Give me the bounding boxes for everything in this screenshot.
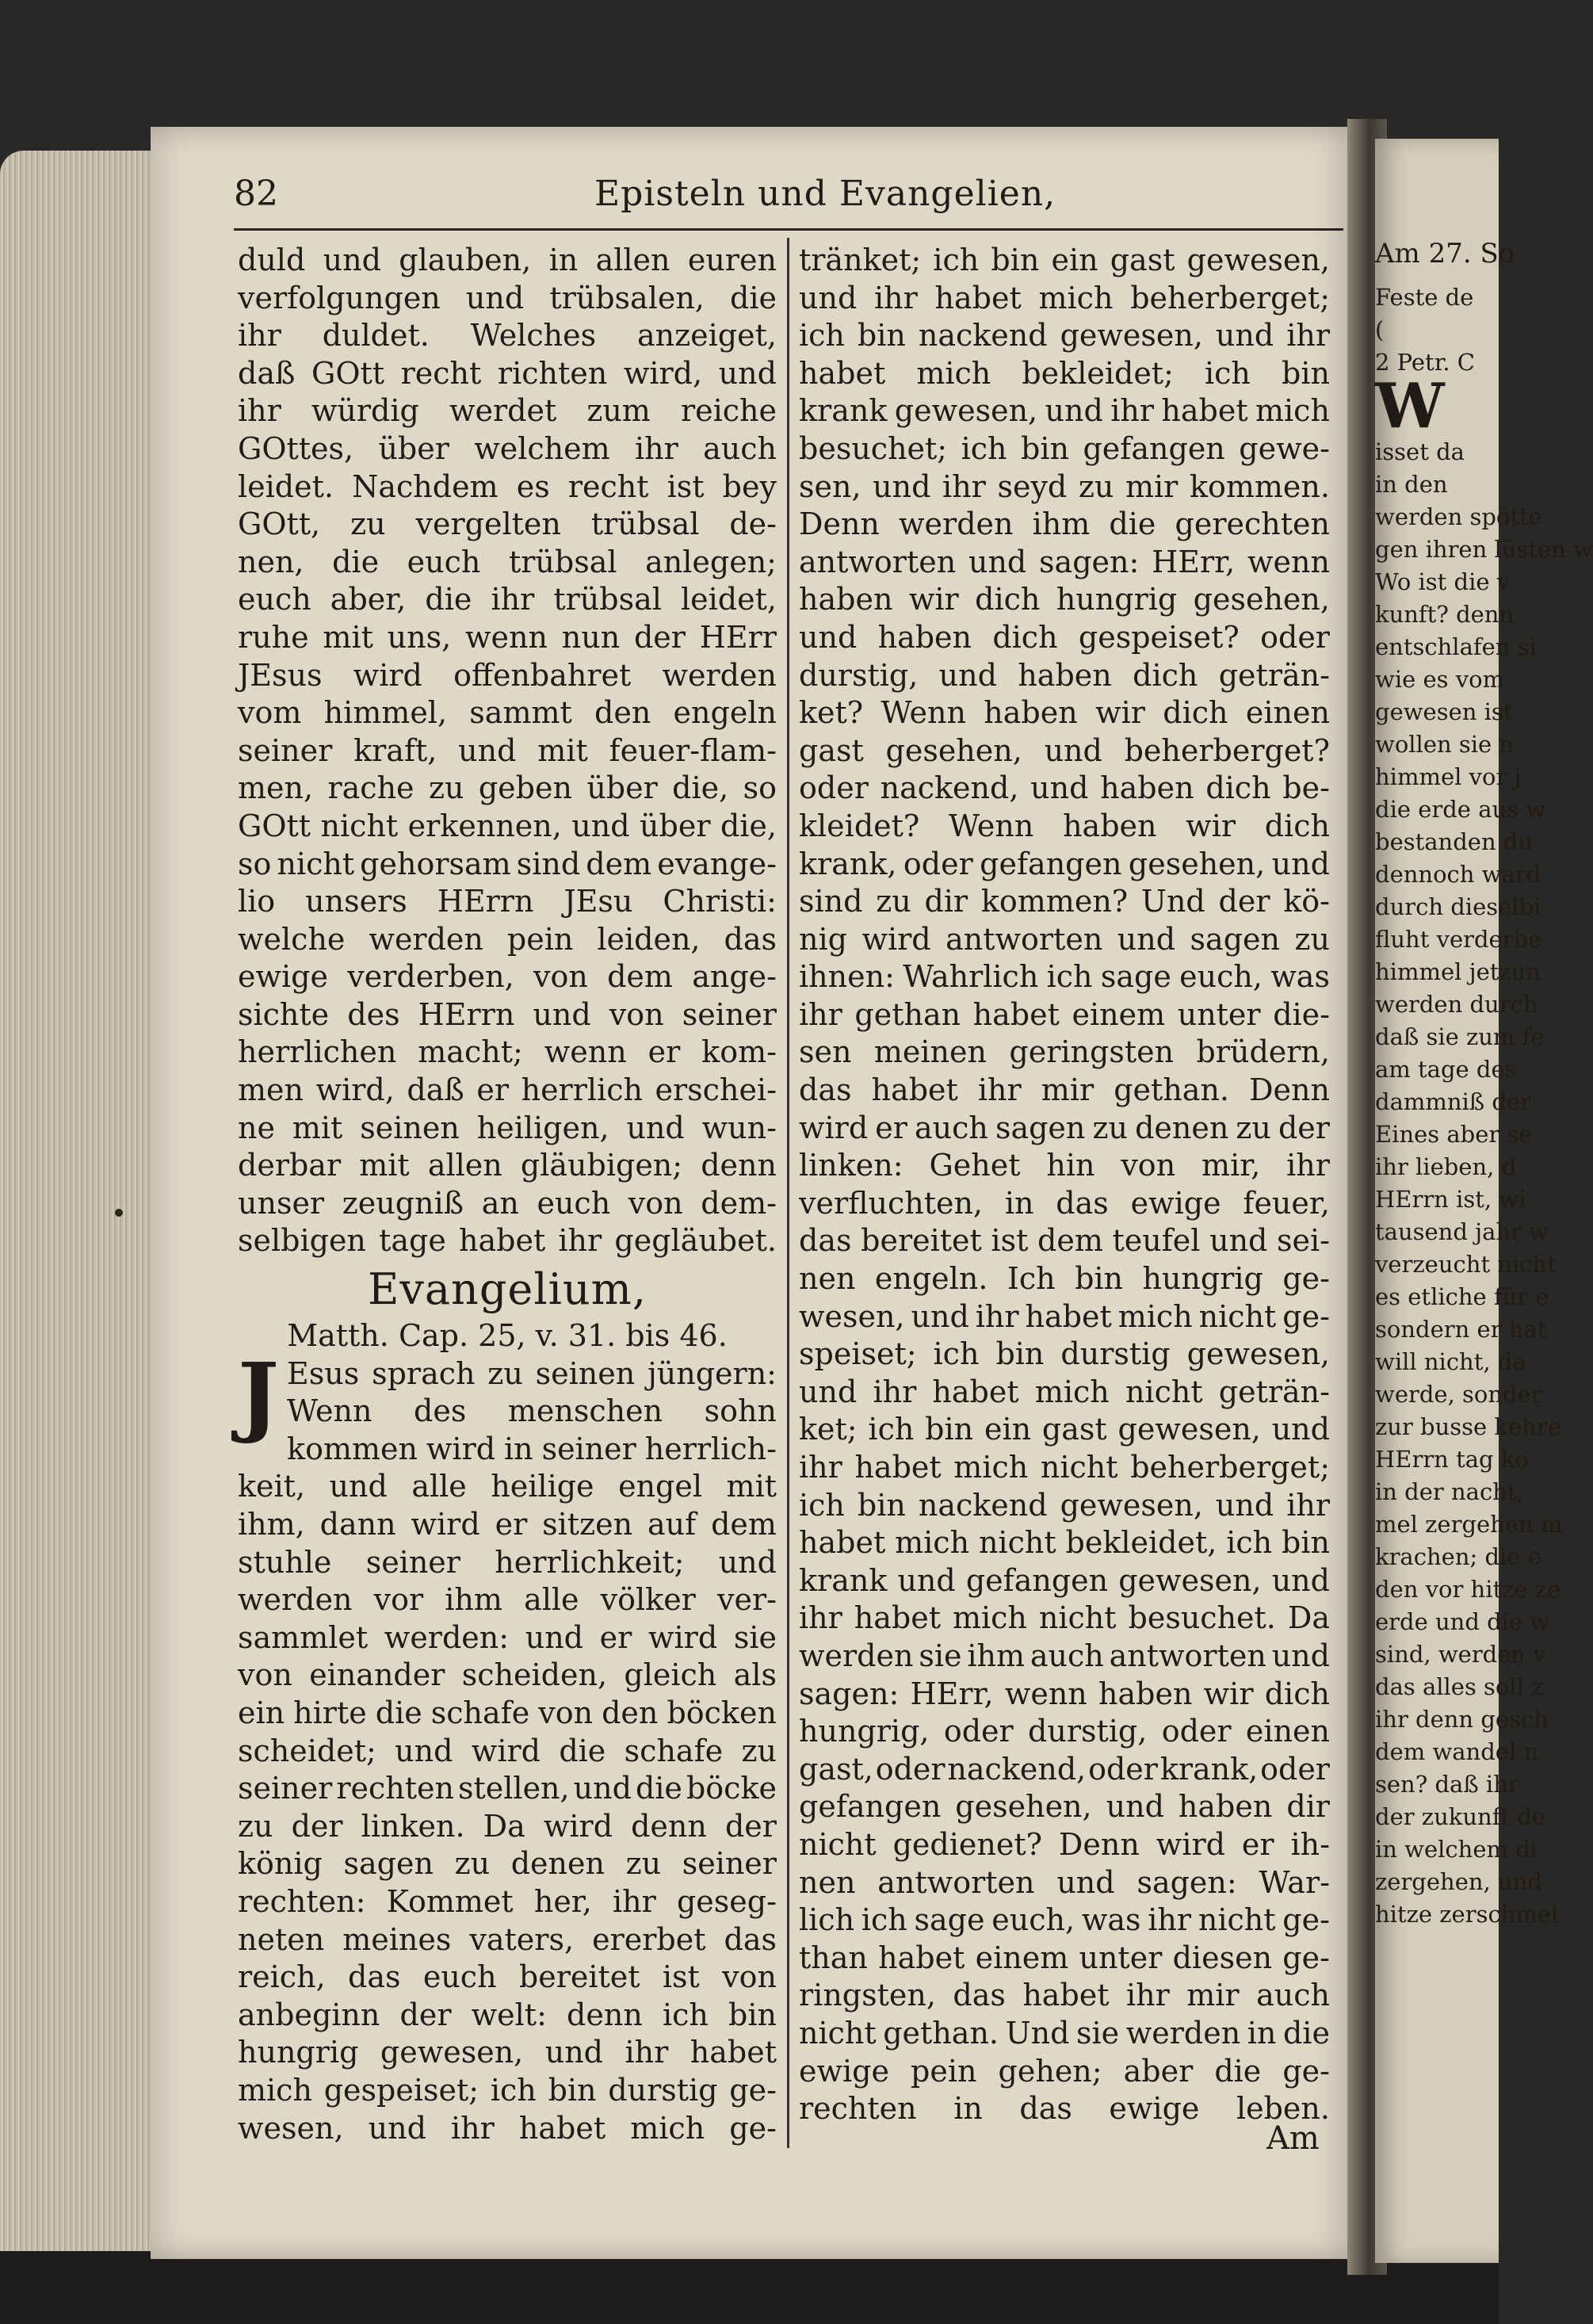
text-line: daß GOtt recht richten wird, und [238,355,777,391]
text-line: ihr duldet. Welches anzeiget, [238,318,777,354]
text-line: sind zu dir kommen? Und der kö- [799,884,1330,919]
text-line: derbar mit allen gläubigen; denn [238,1148,777,1183]
text-line: lich ich sage euch, was ihr nicht ge- [799,1902,1330,1938]
text-line: speiset; ich bin durstig gewesen, [799,1336,1330,1372]
text-line: oder nackend, und haben dich be- [799,770,1330,806]
text-line: antworten und sagen: HErr, wenn [799,544,1330,579]
text-line: sammlet werden: und er wird sie [238,1619,777,1655]
text-line: reich, das euch bereitet ist von [238,1959,777,1995]
facing-text-line: wie es vom [1375,666,1505,693]
right-text-column [799,242,1330,2128]
text-line: Denn werden ihm die gerechten [799,506,1330,542]
gospel-dropcap: J [238,1343,280,1446]
facing-book-page [1375,139,1593,2263]
facing-text-line: werden spötte [1375,503,1542,530]
text-line: nig wird antworten und sagen zu [799,921,1330,957]
facing-text-line: isset da [1375,438,1465,465]
facing-text-line: die erde aus w [1375,796,1546,823]
text-line: verfluchten, in das ewige feuer, [799,1185,1330,1221]
facing-text-line: 2 Petr. C [1375,349,1475,376]
text-line: ket; ich bin ein gast gewesen, und [799,1412,1330,1447]
column-divider [787,238,789,2148]
text-line: vom himmel, sammt den engeln [238,695,777,731]
text-line: nen, die euch trübsal anlegen; [238,544,777,579]
left-text-column [238,242,777,2147]
facing-text-line: krachen; die e [1375,1543,1541,1570]
text-line: ihr habet mich nicht beherberget; [799,1450,1330,1485]
text-line: hungrig, oder durstig, oder einen [799,1714,1330,1749]
text-line: gast gesehen, und beherberget? [799,732,1330,768]
text-line: so nicht gehorsam sind dem evange- [238,846,777,881]
text-line: nen engeln. Ich bin hungrig ge- [799,1261,1330,1297]
facing-text-line: in den [1375,471,1448,498]
text-line: besuchet; ich bin gefangen gewe- [799,430,1330,466]
text-line: gast, oder nackend, oder krank, oder [799,1751,1330,1787]
gospel-heading: Evangelium, [367,1264,648,1315]
text-line: Wenn des menschen sohn [287,1393,777,1429]
text-line: sen, und ihr seyd zu mir kommen. [799,468,1330,504]
facing-text-line: durch dieselbi [1375,893,1541,920]
facing-page-text [1375,281,1593,1931]
text-line: ruhe mit uns, wenn nun der HErr [238,619,777,655]
margin-mark [115,1209,123,1217]
text-line: krank gewesen, und ihr habet mich [799,393,1330,429]
text-line: werden sie ihm auch antworten und [799,1638,1330,1673]
text-line: kleidet? Wenn haben wir dich [799,808,1330,843]
text-line: habet mich nicht bekleidet, ich bin [799,1525,1330,1561]
facing-text-line: ihr denn gesch [1375,1706,1549,1733]
facing-text-line: gen ihren lüsten w [1375,536,1593,563]
text-line: ein hirte die schafe von den böcken [238,1695,777,1730]
text-line: lio unsers HErrn JEsu Christi: [238,884,777,919]
text-line: sichte des HErrn und von seiner [238,996,777,1032]
book-cover-bottom [0,2251,1499,2324]
text-line: ihr würdig werdet zum reiche [238,393,777,429]
facing-text-line: fluht verderbe [1375,926,1542,953]
book-page-edges [0,151,159,2307]
text-line: und ihr habet mich beherberget; [799,280,1330,315]
facing-text-line: es etliche für e [1375,1283,1549,1310]
text-line: rechten: Kommet her, ihr geseg- [238,1883,777,1919]
page-number: 82 [234,174,278,214]
facing-text-line: erde und die w [1375,1608,1550,1635]
facing-text-line: daß sie zum fe [1375,1023,1545,1050]
text-line: habet mich bekleidet; ich bin [799,355,1330,391]
text-line: selbigen tage habet ihr gegläubet. [238,1223,777,1259]
text-line: sen meinen geringsten brüdern, [799,1034,1330,1070]
text-line: von einander scheiden, gleich als [238,1657,777,1693]
text-line: stuhle seiner herrlichkeit; und [238,1544,777,1580]
facing-text-line: zur busse kehre [1375,1413,1561,1440]
facing-text-line: sen? daß ihr [1375,1771,1519,1798]
facing-text-line: gewesen ist [1375,698,1513,725]
facing-text-line: will nicht, da [1375,1348,1526,1375]
facing-text-line: Feste de [1375,284,1474,311]
text-line: ihr gethan habet einem unter die- [799,996,1330,1032]
text-line: men, rache zu geben über die, so [238,770,777,806]
facing-text-line: dennoch ward [1375,861,1541,888]
text-line: duld und glauben, in allen euren [238,243,777,277]
text-line: durstig, und haben dich geträn- [799,657,1330,693]
text-line: ihnen: Wahrlich ich sage euch, was [799,959,1330,995]
text-line: neten meines vaters, ererbet das [238,1921,777,1957]
facing-text-line: das alles soll z [1375,1673,1544,1700]
text-line: verfolgungen und trübsalen, die [238,280,777,315]
facing-text-line: am tage des [1375,1056,1517,1083]
text-line: das habet ihr mir gethan. Denn [799,1072,1330,1108]
text-line: krank, oder gefangen gesehen, und [799,846,1330,881]
facing-text-line: zergehen, und [1375,1868,1542,1895]
text-line: linken: Gehet hin von mir, ihr [799,1148,1330,1183]
epistle-text [238,242,777,1260]
facing-text-line: mel zergehen m [1375,1511,1563,1538]
text-line: ich bin nackend gewesen, und ihr [799,318,1330,354]
text-line: leidet. Nachdem es recht ist bey [238,468,777,504]
text-line: herrlichen macht; wenn er kom- [238,1034,777,1070]
facing-text-line: hitze zerschmel [1375,1901,1559,1928]
facing-text-line: in der nacht, [1375,1478,1524,1505]
facing-dropcap: W [1375,370,1445,442]
gospel-text [238,1343,777,2147]
text-line: das bereitet ist dem teufel und sei- [799,1223,1330,1259]
facing-text-line: dem wandel n [1375,1738,1539,1765]
text-line: ihr habet mich nicht besuchet. Da [799,1600,1330,1636]
text-line: nicht gedienet? Denn wird er ih- [799,1826,1330,1862]
text-line: tränket; ich bin ein gast gewesen, [799,243,1330,277]
text-line: und haben dich gespeiset? oder [799,619,1330,655]
facing-text-line: tausend jahr w [1375,1218,1549,1245]
text-line: ket? Wenn haben wir dich einen [799,695,1330,731]
text-line: wird er auch sagen zu denen zu der [799,1110,1330,1145]
facing-text-line: werde, sonder [1375,1381,1542,1408]
text-line: mich gespeiset; ich bin durstig ge- [238,2072,777,2108]
facing-text-line: werden durch [1375,991,1538,1018]
text-line: GOttes, über welchem ihr auch [238,430,777,466]
text-line: und ihr habet mich nicht geträn- [799,1374,1330,1409]
text-line: scheidet; und wird die schafe zu [238,1733,777,1768]
text-line: rechten in das ewige leben. [799,2091,1330,2127]
text-line: ne mit seinen heiligen, und wun- [238,1110,777,1145]
text-line: werden vor ihm alle völker ver- [238,1582,777,1618]
facing-text-line: bestanden du [1375,828,1534,855]
text-line: ewige pein gehen; aber die ge- [799,2053,1330,2089]
facing-text-line: himmel jetzun [1375,958,1541,985]
running-head [234,170,1339,218]
facing-text-line: entschlafen si [1375,633,1537,660]
facing-text-line: himmel vor j [1375,763,1522,790]
facing-text-line: sind, werden v [1375,1641,1546,1668]
facing-text-line: verzeucht nicht [1375,1251,1557,1278]
facing-text-line: ihr lieben, d [1375,1153,1517,1180]
facing-text-line: dammniß der [1375,1088,1531,1115]
text-line: wesen, und ihr habet mich nicht ge- [799,1298,1330,1334]
text-line: nen antworten und sagen: War- [799,1864,1330,1900]
header-rule [234,228,1343,231]
facing-text-line: kunft? denn [1375,601,1515,628]
text-line: kommen wird in seiner herrlich- [287,1431,777,1466]
facing-text-line: der zukunft de [1375,1803,1546,1830]
text-line: GOtt nicht erkennen, und über die, [238,808,777,843]
facing-page-heading: Am 27. So [1375,238,1515,269]
text-line: anbeginn der welt: denn ich bin [238,1997,777,2032]
facing-text-line: sondern er hat [1375,1316,1547,1343]
facing-text-line: Wo ist die v [1375,568,1511,595]
facing-text-line: ( [1375,316,1385,343]
text-line: seiner rechten stellen, und die böcke [238,1771,777,1806]
text-line: men wird, daß er herrlich erschei- [238,1072,777,1108]
text-line: ihm, dann wird er sitzen auf dem [238,1507,777,1542]
text-line: euch aber, die ihr trübsal leidet, [238,582,777,617]
text-line: keit, und alle heilige engel mit [238,1469,777,1504]
text-line: ringsten, das habet ihr mir auch [799,1978,1330,2013]
facing-text-line: in welchem di [1375,1836,1538,1863]
text-line: seiner kraft, und mit feuer-flam- [238,732,777,768]
text-line: hungrig gewesen, und ihr habet [238,2035,777,2070]
text-line: ewige verderben, von dem ange- [238,959,777,995]
facing-text-line: wollen sie n [1375,731,1515,758]
text-line: Esus sprach zu seinen jüngern: [287,1355,777,1391]
facing-text-line: HErrn ist, wi [1375,1186,1526,1213]
catchword: Am [1266,2120,1320,2157]
gospel-reference: Matth. Cap. 25, v. 31. bis 46. [287,1318,728,1354]
text-line: JEsus wird offenbahret werden [238,657,777,693]
text-line: nicht gethan. Und sie werden in die [799,2015,1330,2051]
text-line: krank und gefangen gewesen, und [799,1562,1330,1598]
text-line: sagen: HErr, wenn haben wir dich [799,1676,1330,1711]
facing-text-line: HErrn tag ko [1375,1446,1529,1473]
text-line: ich bin nackend gewesen, und ihr [799,1487,1330,1523]
text-line: könig sagen zu denen zu seiner [238,1846,777,1882]
text-line: gefangen gesehen, und haben dir [799,1789,1330,1825]
text-line: GOtt, zu vergelten trübsal de- [238,506,777,542]
text-line: than habet einem unter diesen ge- [799,1940,1330,1975]
text-line: haben wir dich hungrig gesehen, [799,582,1330,617]
text-line: wesen, und ihr habet mich ge- [238,2110,777,2146]
facing-text-line: den vor hitze ze [1375,1576,1561,1603]
text-line: welche werden pein leiden, das [238,921,777,957]
facing-text-line: Eines aber se [1375,1121,1533,1148]
text-line: zu der linken. Da wird denn der [238,1808,777,1844]
text-line: unser zeugniß an euch von dem- [238,1185,777,1221]
page-header-title: Episteln und Evangelien, [594,174,1056,214]
